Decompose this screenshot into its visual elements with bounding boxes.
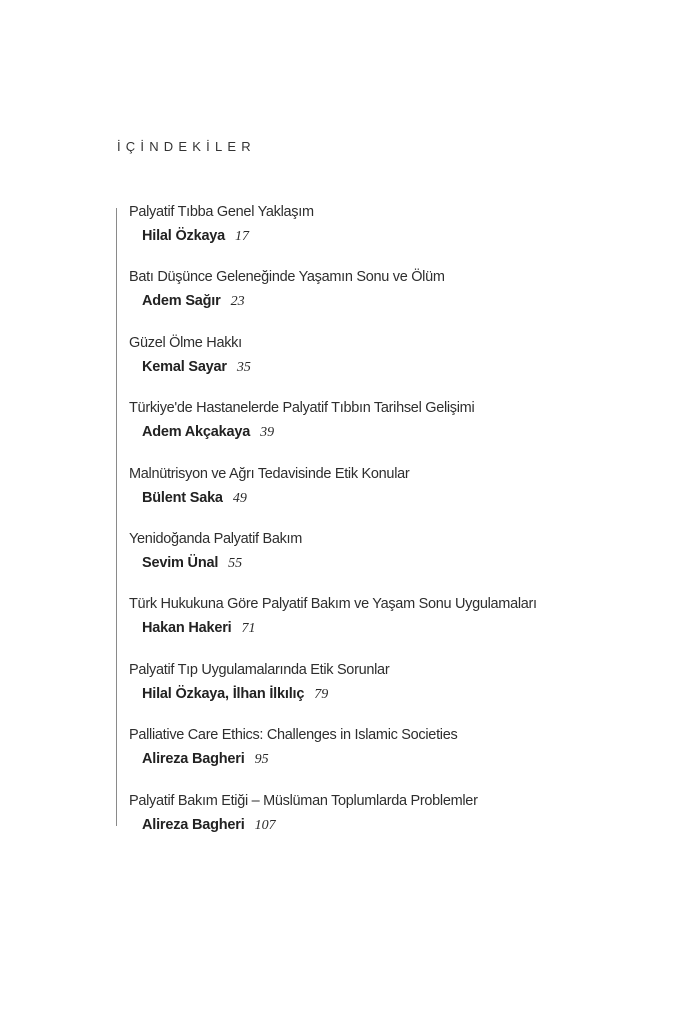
entry-byline [129, 291, 679, 312]
entry-page-number: 55 [228, 555, 243, 571]
entry-title: Palyatif Bakım Etiği – Müslüman Toplumlarda Problemler [129, 792, 478, 809]
entry-title: Türk Hukukuna Göre Palyatif Bakım ve Yaşam Sonu Uygulamaları [129, 596, 537, 613]
entry-byline [129, 422, 679, 443]
entry-byline [129, 749, 679, 770]
toc-entry[interactable] [129, 726, 679, 791]
entry-page-number: 35 [236, 359, 251, 375]
entry-author: Adem Akçakaya [142, 424, 251, 441]
entry-author: Adem Sağır [142, 293, 221, 310]
entry-title: Yenidoğanda Palyatif Bakım [129, 530, 303, 547]
entry-page-number: 79 [314, 686, 329, 702]
entry-byline [129, 553, 679, 574]
entry-author: Kemal Sayar [142, 358, 227, 375]
entry-page-number: 95 [254, 752, 269, 768]
entry-author: Alireza Bagheri [142, 816, 245, 833]
entry-page-number: 39 [260, 425, 275, 441]
entry-author: Hakan Hakeri [142, 620, 232, 637]
entry-byline [129, 618, 679, 639]
toc-entry[interactable] [129, 203, 679, 268]
entry-page-number: 71 [241, 621, 256, 637]
toc-entry[interactable] [129, 399, 679, 464]
toc-heading: İÇİNDEKİLER [117, 139, 256, 154]
toc-entry[interactable] [129, 268, 679, 333]
entry-byline [129, 815, 679, 836]
entry-author: Alireza Bagheri [142, 751, 245, 768]
vertical-rule [116, 208, 117, 826]
toc-entry[interactable] [129, 465, 679, 530]
entry-title: Palyatif Tıbba Genel Yaklaşım [129, 204, 314, 220]
entry-byline [129, 226, 679, 247]
entry-author: Sevim Ünal [142, 554, 219, 571]
entry-byline [129, 357, 679, 378]
entry-title: Türkiye'de Hastanelerde Palyatif Tıbbın Tarihsel Gelişimi [129, 400, 475, 417]
entry-title: Malnütrisyon ve Ağrı Tedavisinde Etik Konular [129, 465, 410, 482]
toc-entry[interactable] [129, 595, 679, 660]
entry-author: Bülent Saka [142, 489, 223, 506]
entry-page-number: 23 [230, 294, 245, 310]
toc-entry[interactable] [129, 792, 679, 857]
toc-list [129, 203, 679, 857]
toc-entry[interactable] [129, 334, 679, 399]
entry-author: Hilal Özkaya, İlhan İlkılıç [142, 685, 305, 702]
entry-title: Palyatif Tıp Uygulamalarında Etik Sorunlar [129, 661, 390, 678]
entry-byline [129, 684, 679, 705]
entry-title: Palliative Care Ethics: Challenges in Islamic Societies [129, 727, 458, 744]
entry-page-number: 17 [235, 229, 250, 244]
entry-page-number: 49 [232, 490, 247, 506]
toc-entry[interactable] [129, 530, 679, 595]
toc-entry[interactable] [129, 661, 679, 726]
entry-byline [129, 488, 679, 509]
entry-author: Hilal Özkaya [142, 228, 226, 244]
entry-page-number: 107 [254, 817, 276, 833]
entry-title: Güzel Ölme Hakkı [129, 334, 242, 351]
entry-title: Batı Düşünce Geleneğinde Yaşamın Sonu ve Ölüm [129, 269, 445, 286]
